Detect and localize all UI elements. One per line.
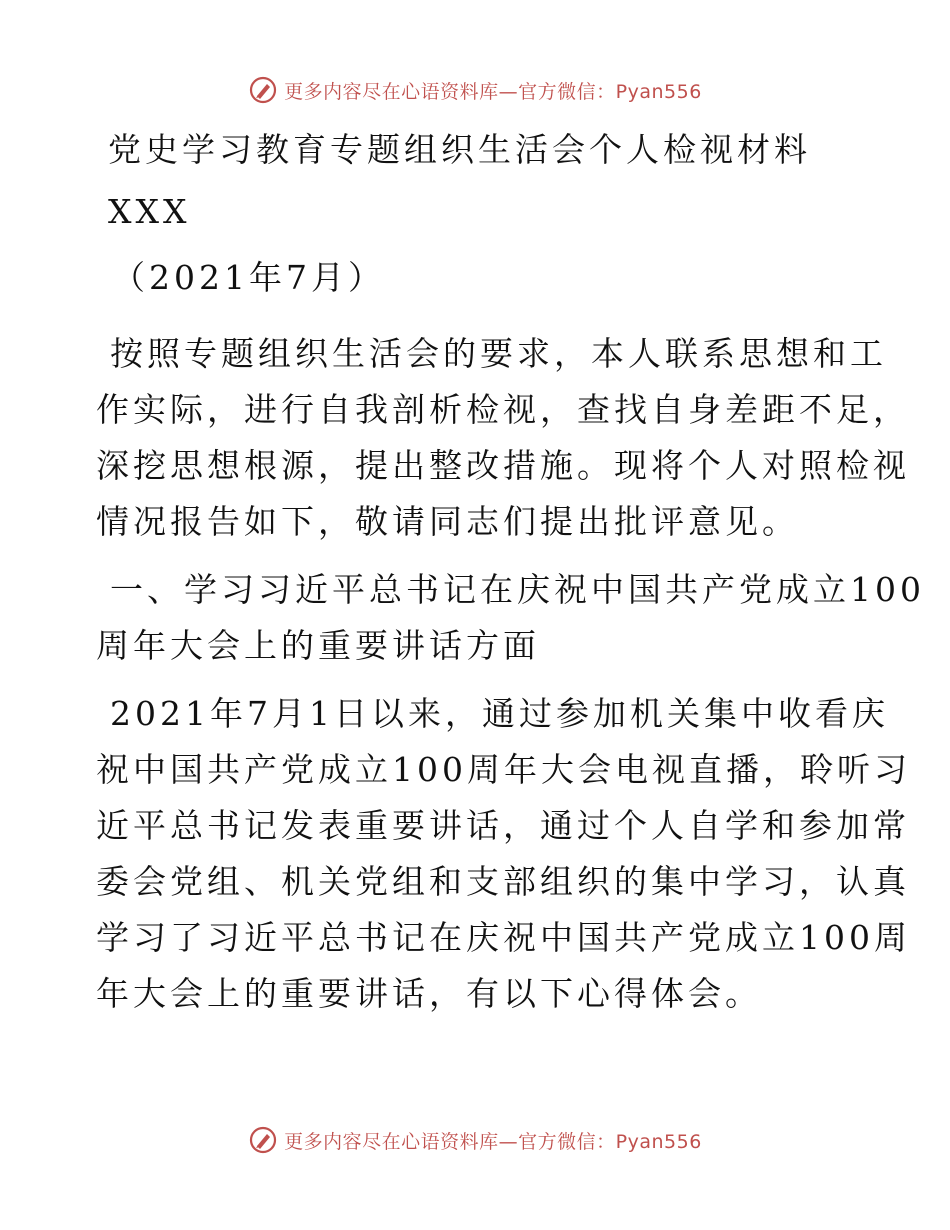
paragraph-line: 年大会上的重要讲话，有以下心得体会。 <box>96 974 762 1013</box>
paragraph-line: 深挖思想根源，提出整改措施。现将个人对照检视 <box>96 446 910 485</box>
heading-line: 周年大会上的重要讲话方面 <box>96 626 540 665</box>
document-title: 党史学习教育专题组织生活会个人检视材料 <box>108 130 811 169</box>
paragraph-line: 近平总书记发表重要讲话，通过个人自学和参加常 <box>96 806 910 845</box>
paragraph-line: 按照专题组织生活会的要求，本人联系思想和工 <box>110 334 887 373</box>
paragraph-line: 2021年7月1日以来，通过参加机关集中收看庆 <box>110 694 889 733</box>
watermark-banner-top <box>0 70 950 110</box>
paragraph-line: 情况报告如下，敬请同志们提出批评意见。 <box>96 502 799 541</box>
paragraph-line: 作实际，进行自我剖析检视，查找自身差距不足， <box>96 390 910 429</box>
document-date: （2021年7月） <box>112 258 385 297</box>
heading-line: 一、学习习近平总书记在庆祝中国共产党成立100 <box>110 570 925 609</box>
watermark-text: 更多内容尽在心语资料库—官方微信：Pyan556 <box>284 80 702 103</box>
section-body-paragraph <box>96 686 911 1022</box>
document-body <box>96 122 925 1034</box>
paragraph-line: 委会党组、机关党组和支部组织的集中学习，认真 <box>96 862 910 901</box>
pen-logo-icon <box>248 75 278 105</box>
document-author: XXX <box>108 192 191 231</box>
watermark-text: 更多内容尽在心语资料库—官方微信：Pyan556 <box>284 1130 702 1153</box>
paragraph-line: 学习了习近平总书记在庆祝中国共产党成立100周 <box>96 918 911 957</box>
paragraph-line: 祝中国共产党成立100周年大会电视直播，聆听习 <box>96 750 911 789</box>
watermark-banner-bottom <box>0 1120 950 1160</box>
intro-paragraph <box>96 326 910 550</box>
pen-logo-icon <box>248 1125 278 1155</box>
section-heading <box>96 562 925 674</box>
